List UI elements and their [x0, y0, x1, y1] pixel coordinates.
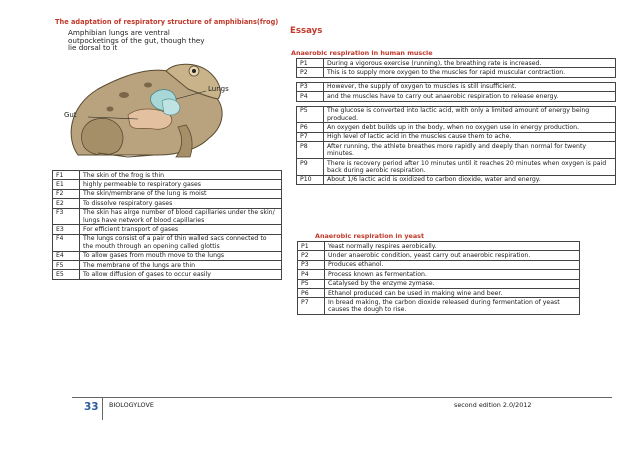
row-text: After running, the athlete breathes more rapidly and deeply than normal for twenty minutes.: [324, 142, 616, 159]
yeast-respiration-table: [297, 241, 580, 315]
table-row: [53, 189, 282, 198]
row-code: F4: [53, 234, 80, 251]
row-code: P5: [297, 106, 324, 123]
footer-edition: second edition 2.0/2012: [454, 401, 532, 409]
row-code: F3: [53, 208, 80, 225]
row-text: Catalysed by the enzyme zymase.: [325, 279, 580, 288]
table-row: [53, 270, 282, 279]
table-row: [297, 159, 616, 176]
row-text: To dissolve respiratory gases: [80, 199, 282, 208]
row-text: High level of lactic acid in the muscles cause them to ache.: [324, 132, 616, 141]
table-row: [297, 68, 616, 77]
row-text: However, the supply of oxygen to muscles is still insufficient.: [324, 82, 616, 91]
row-text: The glucose is converted into lactic acid, with only a limited amount of energy being produced.: [324, 106, 616, 123]
row-code: P6: [298, 289, 325, 298]
table-row: [53, 171, 282, 180]
essays-heading: Essays: [290, 26, 323, 36]
row-text: Process known as fermentation.: [325, 270, 580, 279]
table-row: [297, 92, 616, 101]
table-row: [297, 142, 616, 159]
row-text: In bread making, the carbon dioxide released during fermentation of yeast causes the dough to rise.: [325, 298, 580, 315]
row-code: E5: [53, 270, 80, 279]
row-text: The lungs consist of a pair of thin walled sacs connected to the mouth through an opening called glottis: [80, 234, 282, 251]
row-text: To allow diffusion of gases to occur easily: [80, 270, 282, 279]
table-row: [298, 260, 580, 269]
table-row: [53, 261, 282, 270]
human-respiration-title: Anaerobic respiration in human muscle: [291, 49, 433, 57]
table-row: [298, 289, 580, 298]
table-row: [53, 180, 282, 189]
table-row: [297, 132, 616, 141]
row-code: P4: [297, 92, 324, 101]
row-text: highly permeable to respiratory gases: [80, 180, 282, 189]
row-text: For efficient transport of gases: [80, 225, 282, 234]
row-code: E2: [53, 199, 80, 208]
table-row: [298, 242, 580, 251]
row-text: About 1/6 lactic acid is oxidized to carbon dioxide, water and energy.: [324, 175, 616, 184]
table-row: [297, 175, 616, 184]
row-code: P7: [297, 132, 324, 141]
table-row: [53, 208, 282, 225]
row-code: E4: [53, 251, 80, 260]
left-section-title: The adaptation of respiratory structure of amphibians(frog): [55, 18, 279, 26]
row-code: E3: [53, 225, 80, 234]
row-text: The skin of the frog is thin: [80, 171, 282, 180]
human-respiration-table: [296, 58, 616, 185]
row-code: P5: [298, 279, 325, 288]
table-row: [298, 298, 580, 315]
figure-caption: Amphibian lungs are ventral outpocketings of the gut, though they lie dorsal to it: [68, 28, 205, 53]
row-text: Under anaerobic condition, yeast carry out anaerobic respiration.: [325, 251, 580, 260]
row-code: P9: [297, 159, 324, 176]
table-row: [298, 270, 580, 279]
row-text: The skin/membrane of the lung is moist: [80, 189, 282, 198]
footer-separator: [102, 398, 103, 420]
table-row: [298, 251, 580, 260]
row-text: Produces ethanol.: [325, 260, 580, 269]
row-code: P3: [297, 82, 324, 91]
row-text: Ethanol produced can be used in making wine and beer.: [325, 289, 580, 298]
row-code: P2: [298, 251, 325, 260]
row-text: and the muscles have to carry out anaerobic respiration to release energy.: [324, 92, 616, 101]
row-text: This is to supply more oxygen to the muscles for rapid muscular contraction.: [324, 68, 616, 77]
row-text: The skin has alrge number of blood capillaries under the skin/ lungs have network of blood capillaries: [80, 208, 282, 225]
footer-rule: [72, 397, 612, 398]
row-code: P2: [297, 68, 324, 77]
table-row: [297, 82, 616, 91]
row-code: P7: [298, 298, 325, 315]
row-text: During a vigorous exercise (running), the breathing rate is increased.: [324, 59, 616, 68]
table-row: [53, 199, 282, 208]
table-row: [298, 279, 580, 288]
table-row: [297, 59, 616, 68]
row-code: P8: [297, 142, 324, 159]
row-code: P3: [298, 260, 325, 269]
table-row: [53, 251, 282, 260]
row-code: P1: [298, 242, 325, 251]
row-text: There is recovery period after 10 minutes until it reaches 20 minutes when oxygen is paid back during aerobic respiration.: [324, 159, 616, 176]
lungs-label: Lungs: [208, 85, 229, 93]
footer-brand: BIOLOGYLOVE: [109, 401, 154, 409]
row-text: To allow gases from mouth move to the lungs: [80, 251, 282, 260]
yeast-respiration-title: Anaerobic respiration in yeast: [315, 232, 425, 240]
table-row: [53, 234, 282, 251]
table-row: [53, 225, 282, 234]
row-code: F1: [53, 171, 80, 180]
page-number: 33: [84, 401, 99, 413]
row-code: F5: [53, 261, 80, 270]
table-row: [297, 123, 616, 132]
gut-label: Gut: [64, 111, 77, 119]
row-text: An oxygen debt builds up in the body, when no oxygen use in energy production.: [324, 123, 616, 132]
row-code: F2: [53, 189, 80, 198]
frog-adaptation-table: [52, 170, 282, 280]
row-code: P1: [297, 59, 324, 68]
row-text: The membrane of the lungs are thin: [80, 261, 282, 270]
row-text: Yeast normally respires aerobically.: [325, 242, 580, 251]
row-code: P6: [297, 123, 324, 132]
row-code: P4: [298, 270, 325, 279]
row-code: P10: [297, 175, 324, 184]
row-code: E1: [53, 180, 80, 189]
table-row: [297, 106, 616, 123]
frog-figure: [58, 27, 268, 162]
